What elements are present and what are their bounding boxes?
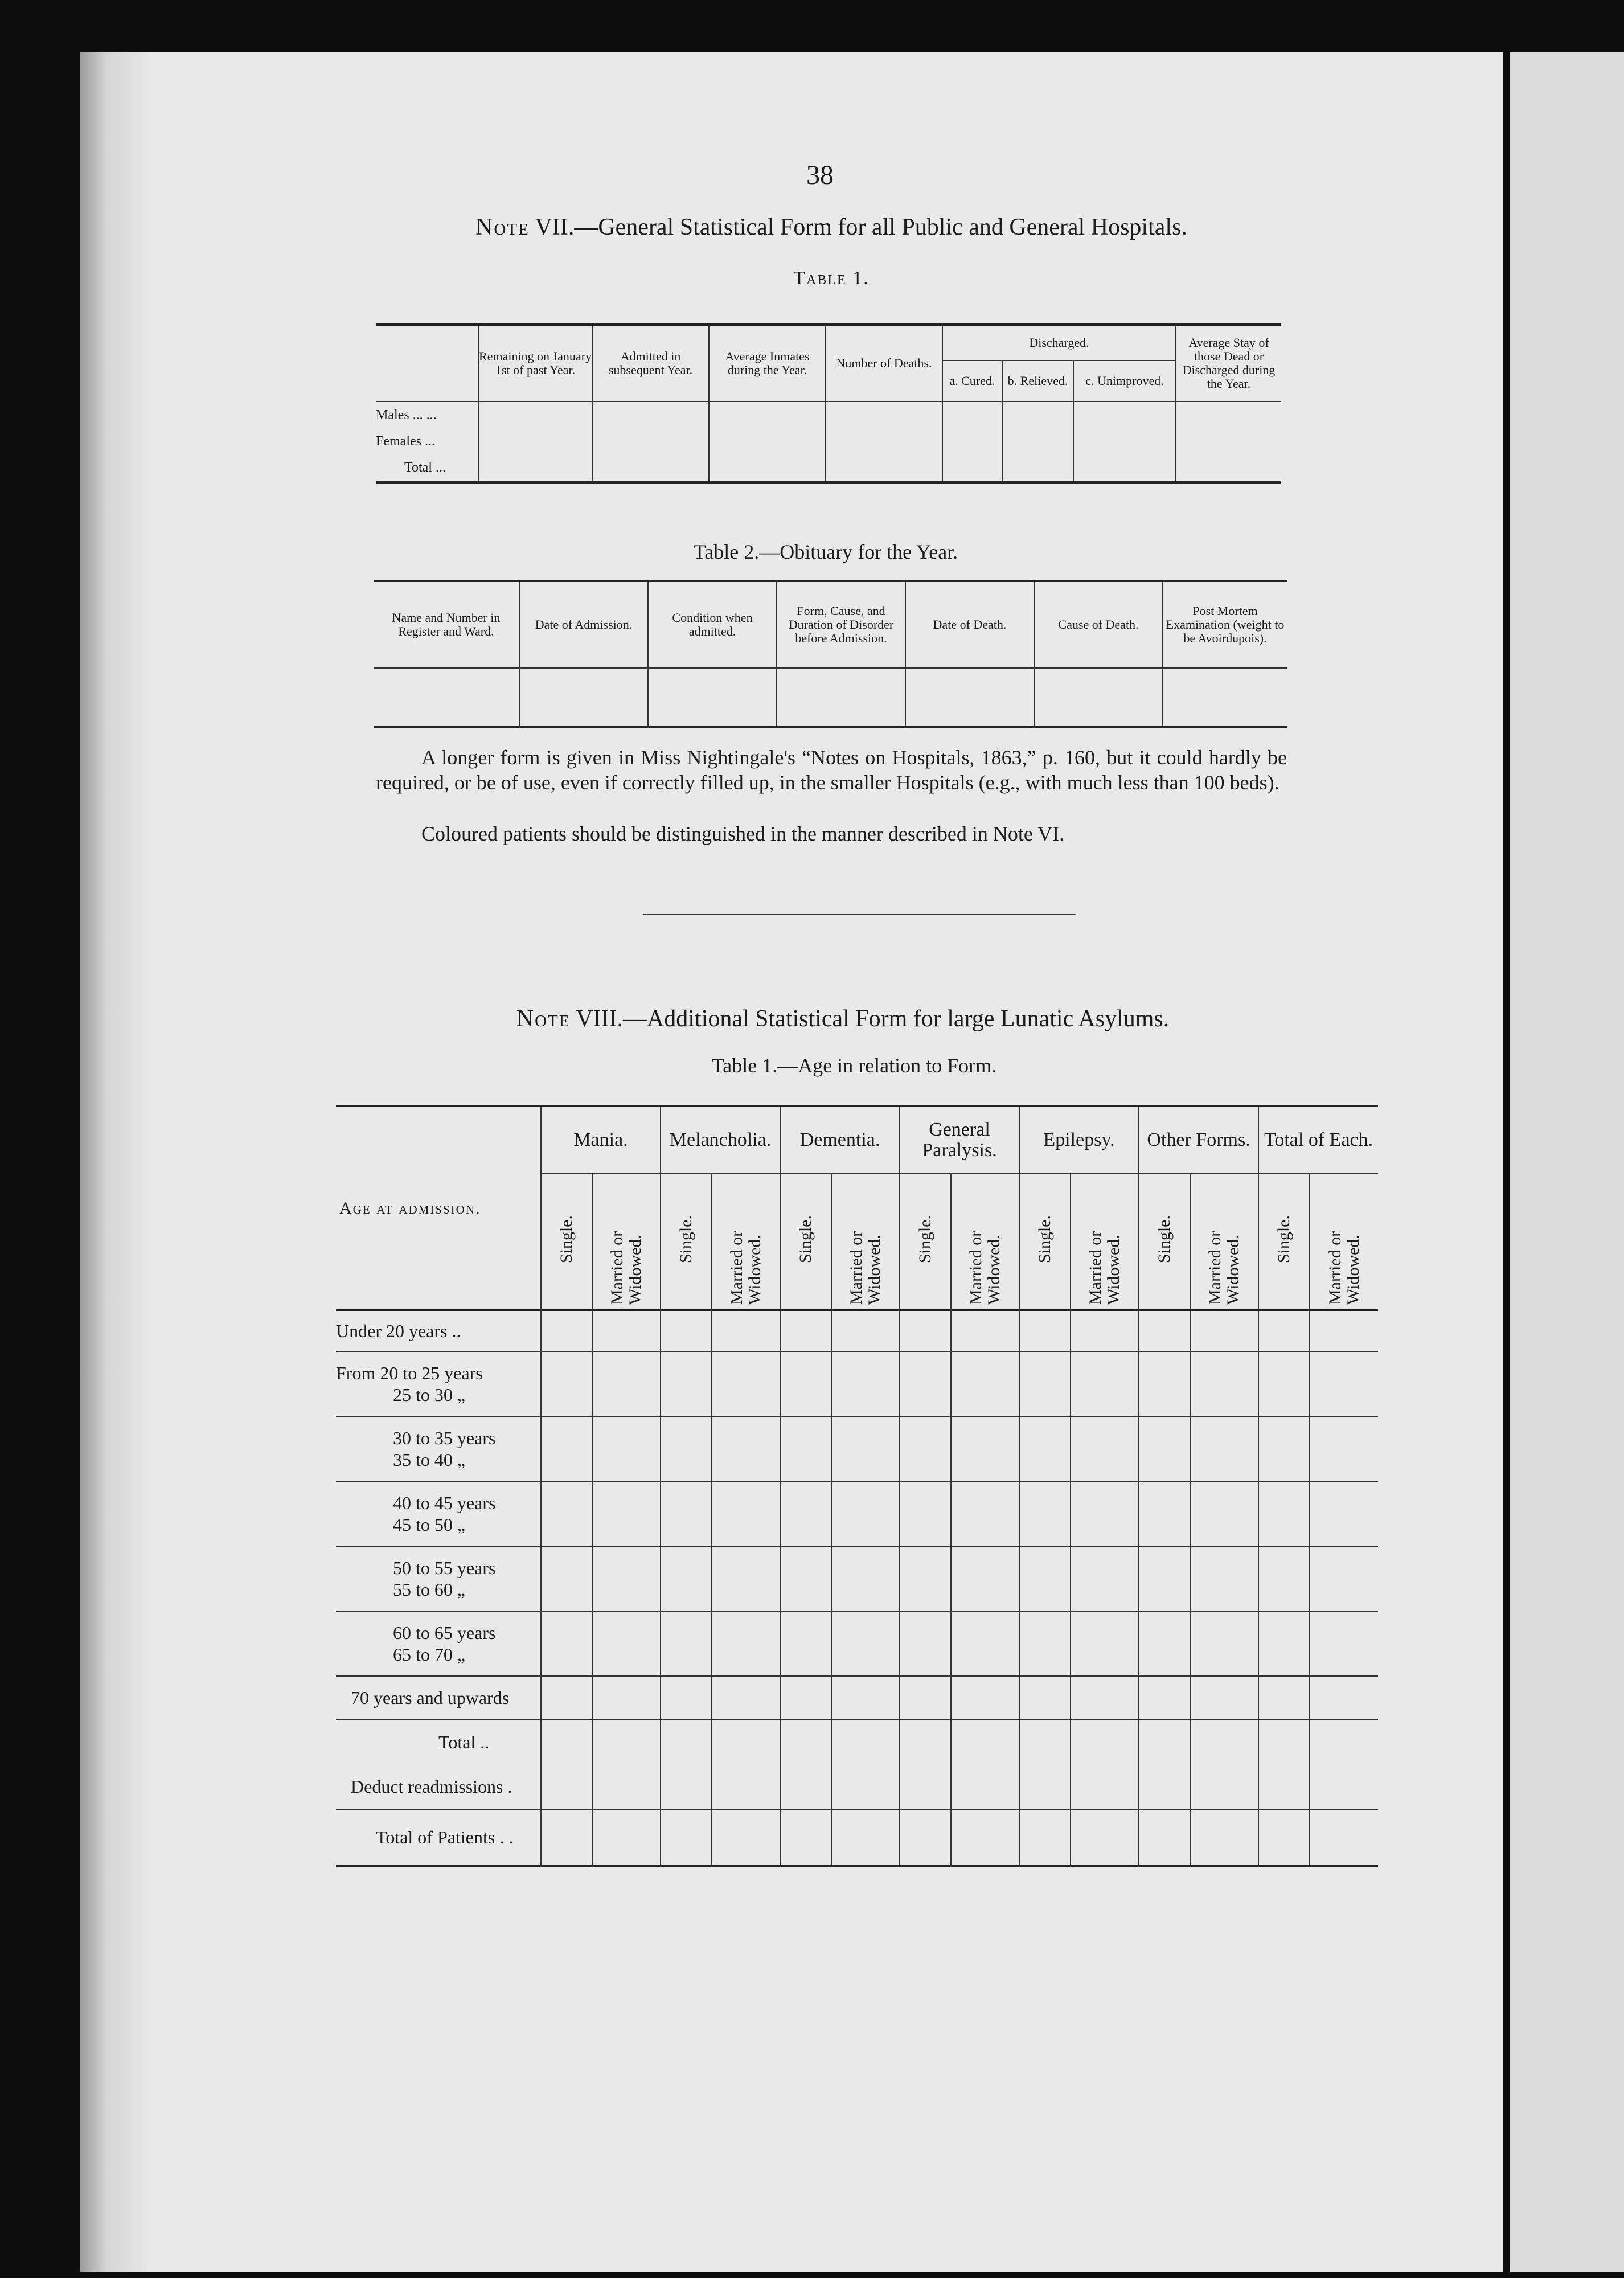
age-row-line-2: 55 to 60 „ [393,1579,466,1600]
col-average-stay: Average Stay of those Dead or Discharged during the Year. [1176,325,1281,401]
sub-single: Single. [676,1215,696,1264]
age-row-label [336,1416,541,1481]
sub-married-widowed: Married or Widowed. [727,1231,765,1305]
age-row-label [336,1481,541,1546]
note7-table1-caption: Table 1. [793,268,870,289]
sub-married-widowed: Married or Widowed. [847,1231,884,1305]
age-row-label: Total of Patients . . [376,1827,514,1847]
note7-title [364,214,1298,241]
age-row-line-2: 65 to 70 „ [393,1644,466,1665]
note7-paragraph-1: A longer form is given in Miss Nightingale's “Notes on Hospitals, 1863,” p. 160, but it could hardly be required, or be of use, even if correctly filled up, in the smaller Hospitals (e.g., with much less than 100 beds). [376,746,1287,794]
col-date-death: Date of Death. [905,581,1034,668]
age-row-label [336,1546,541,1611]
table-row [336,1809,1378,1866]
page-gutter [80,52,148,2272]
group-mania: Mania. [541,1106,661,1173]
age-row-label [336,1351,541,1416]
table-row [374,668,1287,727]
table-row [376,401,1281,428]
col-deaths: Number of Deaths. [826,325,942,401]
table-row [336,1416,1378,1481]
col-average-inmates: Average Inmates during the Year. [709,325,826,401]
col-relieved: b. Relieved. [1002,360,1073,401]
table-row [336,1351,1378,1416]
group-dementia: Dementia. [780,1106,900,1173]
age-row-line-1: 60 to 65 years [393,1623,496,1643]
group-general-paralysis: General Paralysis. [900,1106,1019,1173]
sub-married-widowed: Married or Widowed. [1205,1231,1243,1305]
col-condition: Condition when admitted. [648,581,777,668]
table-row [336,1611,1378,1676]
sub-single: Single. [1155,1215,1174,1264]
table-row [376,454,1281,482]
obituary-table [374,580,1287,728]
sub-single: Single. [796,1215,815,1264]
sub-married-widowed: Married or Widowed. [608,1231,645,1305]
col-cause-death: Cause of Death. [1034,581,1163,668]
age-row-label: Under 20 years .. [336,1310,541,1352]
page-number: 38 [806,160,834,190]
age-row-label [336,1611,541,1676]
age-form-table [336,1105,1378,1867]
col-discharged: Discharged. [942,325,1176,360]
sub-single: Single. [1035,1215,1055,1264]
col-post-mortem: Post Mortem Examination (weight to be Avoirdupois). [1163,581,1287,668]
age-row-label: Total .. [438,1732,490,1752]
row-males: Males ... ... [376,407,437,423]
age-row-line-2: 25 to 30 „ [393,1384,466,1405]
note7-table2-caption: Table 2.—Obituary for the Year. [693,540,958,563]
age-row-line-1: 40 to 45 years [393,1493,496,1513]
note8-title-prefix: Note [516,1006,571,1032]
col-form-cause: Form, Cause, and Duration of Disorder before Admission. [777,581,905,668]
adjacent-page-edge [1510,52,1624,2272]
table-row [336,1676,1378,1719]
note7-paragraph-2: Coloured patients should be distinguished in the manner described in Note VI. [421,822,1065,845]
group-epilepsy: Epilepsy. [1019,1106,1139,1173]
age-row-line-2: 45 to 50 „ [393,1514,466,1535]
table-row [336,1310,1378,1352]
col-cured: a. Cured. [942,360,1002,401]
table-row [336,1764,1378,1809]
age-row-line-1: 30 to 35 years [393,1428,496,1448]
age-row-line-2: 35 to 40 „ [393,1449,466,1470]
note8-title-rest: VIII.—Additional Statistical Form for large Lunatic Asylums. [576,1006,1170,1032]
note8-table1-caption: Table 1.—Age in relation to Form. [711,1054,997,1077]
table-row [336,1719,1378,1764]
age-row-line-1: From 20 to 25 years [336,1363,483,1383]
row-females: Females ... [376,433,435,449]
table-row [376,428,1281,454]
group-other-forms: Other Forms. [1139,1106,1258,1173]
age-row-label: Deduct readmissions . [336,1764,541,1809]
sub-married-widowed: Married or Widowed. [1086,1231,1123,1305]
table-row [336,1546,1378,1611]
note7-title-prefix: Note [475,214,530,240]
sub-single: Single. [1274,1215,1294,1264]
col-unimproved: c. Unimproved. [1073,360,1176,401]
age-row-line-1: 50 to 55 years [393,1558,496,1578]
sub-married-widowed: Married or Widowed. [1325,1231,1363,1305]
sub-single: Single. [557,1215,576,1264]
col-admitted: Admitted in subsequent Year. [592,325,709,401]
age-at-admission-header: Age at admission. [339,1199,481,1218]
note8-title [399,1005,1287,1033]
hospital-statistics-table [376,323,1281,484]
col-name-number: Name and Number in Register and Ward. [374,581,519,668]
section-divider [643,914,1076,915]
col-date-admission: Date of Admission. [519,581,648,668]
row-total: Total ... [404,460,446,475]
note7-title-rest: VII.—General Statistical Form for all Public and General Hospitals. [535,214,1187,240]
table-row [336,1481,1378,1546]
group-melancholia: Melancholia. [661,1106,780,1173]
sub-married-widowed: Married or Widowed. [966,1231,1004,1305]
age-row-label: 70 years and upwards [336,1676,541,1719]
col-remaining: Remaining on January 1st of past Year. [478,325,592,401]
group-total-each: Total of Each. [1258,1106,1378,1173]
sub-single: Single. [916,1215,935,1264]
